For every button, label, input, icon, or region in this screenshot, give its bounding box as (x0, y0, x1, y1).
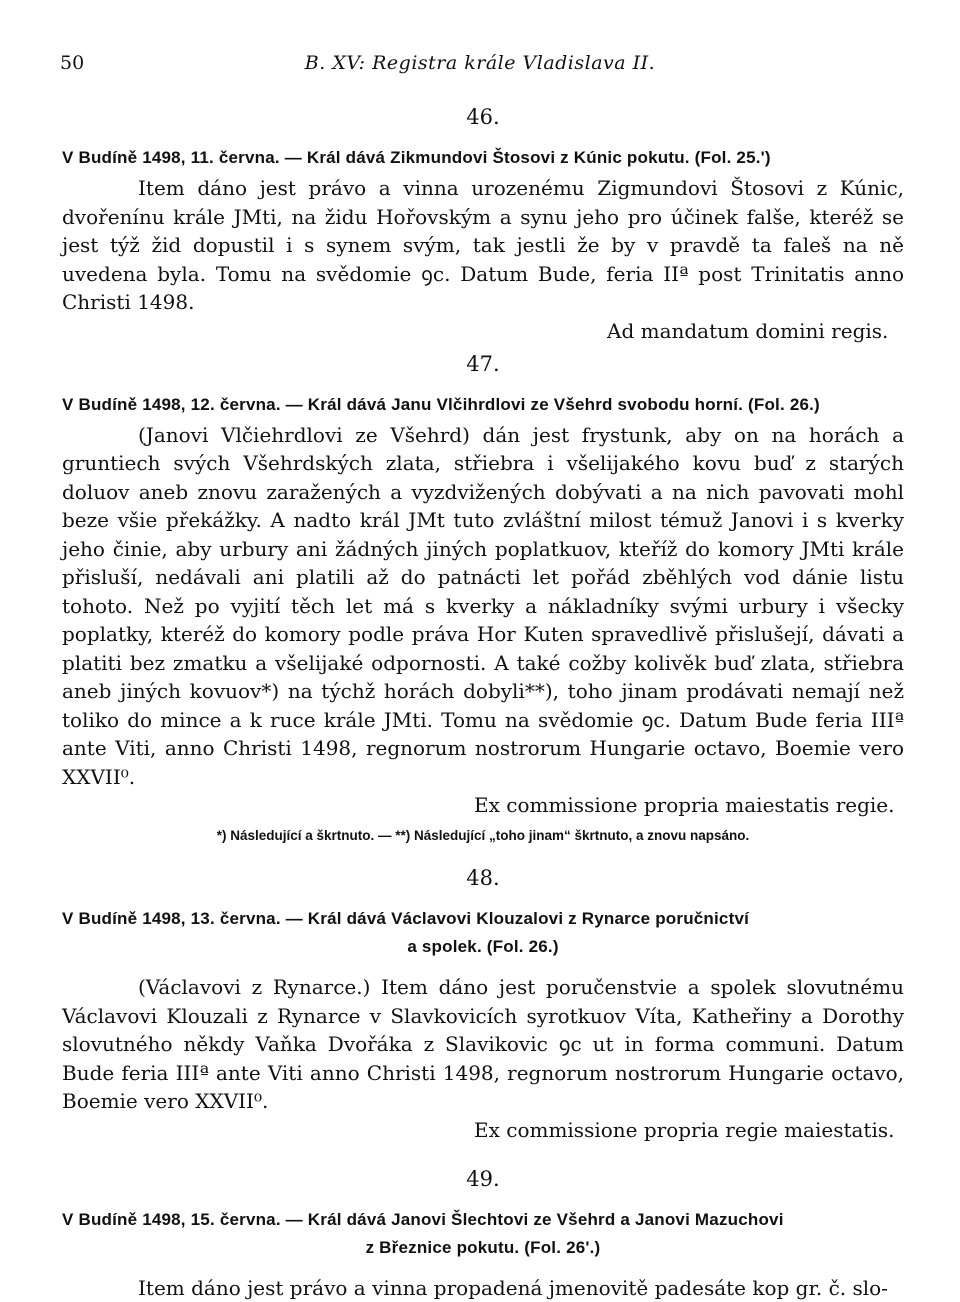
regest-49 (62, 1206, 904, 1262)
page-body (62, 98, 904, 1302)
subscription-48: Ex commissione propria regie maiestatis. (62, 1116, 904, 1144)
entry-number-48: 48. (62, 865, 904, 891)
entry-text-49: Item dáno jest právo a vinna propadená jmenovitě padesáte kop gr. č. slo- (62, 1274, 904, 1302)
regest-49-line1: V Budíně 1498, 15. června. — Král dává Janovi Šlechtovi ze Všehrd a Janovi Mazuchovi (62, 1210, 784, 1229)
regest-48-line2: a spolek. (Fol. 26.) (62, 933, 904, 961)
subscription-46: Ad mandatum domini regis. (62, 317, 904, 345)
footnotes-47: *) Následující a škrtnuto. — **) Následující „toho jinam“ škrtnuto, a znovu napsáno. (62, 825, 904, 847)
entry-number-49: 49. (62, 1166, 904, 1192)
entry-number-47: 47. (62, 351, 904, 377)
entry-text-48: (Václavovi z Rynarce.) Item dáno jest poručenstvie a spolek slovutnému Václavovi Klouzali z Rynarce v Slavkovicích syrotkuov Víta, Katheřiny a Dorothy slovutného někdy Vaňka Dvořáka z Slavikovic ꝯc ut in forma communi. Datum Bude feria IIIª ante Viti anno Christi 1498, regnorum nostrorum Hungarie octavo, Boemie vero XXVII⁰. (62, 973, 904, 1116)
entry-text-47: (Janovi Vlčiehrdlovi ze Všehrd) dán jest frystunk, aby on na horách a gruntiech svých Všehrdských zlata, střiebra i všelijakého kovu buď z starých doluov aneb znovu zaražených a vyzdvižených dobývati a na nich pavovati mohl beze všie překážky. A nadto král JMt tuto zvláštní milost témuž Janovi i s kverky jeho činie, aby urbury ani žádných jiných poplatkuov, kteříž do komory JMti krále přisluší, nedávali ani platili až do patnácti let pořád zběhlých vod dánie listu tohoto. Než po vyjití těch let má s kverky a nákladníky svými urbury i všecky poplatky, kteréž do komory podle práva Hor Kuten spravedlivě přislušejí, dávati a platiti bez zmatku a všelijaké odpornosti. A také cožby kolivěk buď zlata, střiebra aneb jiných kovuov*) na týchž horách dobyli**), toho jinam prodávati nemají než toliko do mince a k ruce krále JMti. Tomu na svědomie ꝯc. Datum Bude feria IIIª ante Viti, anno Christi 1498, regnorum nostrorum Hungarie octavo, Boemie vero XXVII⁰. (62, 421, 904, 792)
regest-48-line1: V Budíně 1498, 13. června. — Král dává Václavovi Klouzalovi z Rynarce poručnictví (62, 909, 749, 928)
entry-number-46: 46. (62, 104, 904, 130)
subscription-47: Ex commissione propria maiestatis regie. (62, 791, 904, 819)
page-number: 50 (60, 52, 84, 74)
regest-46: V Budíně 1498, 11. června. — Král dává Zikmundovi Štosovi z Kúnic pokutu. (Fol. 25.') (62, 144, 904, 172)
regest-48 (62, 905, 904, 961)
page-header (60, 52, 900, 82)
running-title: B. XV: Registra krále Vladislava II. (60, 52, 900, 74)
regest-49-line2: z Březnice pokutu. (Fol. 26'.) (62, 1234, 904, 1262)
entry-text-46: Item dáno jest právo a vinna urozenému Zigmundovi Štosovi z Kúnic, dvořenínu krále JMti, na židu Hořovským a synu jeho pro účinek falše, kteréž se jest týž žid dopustil i s synem svým, tak jestli že by v pravdě ta faleš na ně uvedena byla. Tomu na svědomie ꝯc. Datum Bude, feria IIª post Trinitatis anno Christi 1498. (62, 174, 904, 317)
regest-47: V Budíně 1498, 12. června. — Král dává Janu Vlčihrdlovi ze Všehrd svobodu horní. (Fol. 26.) (62, 391, 904, 419)
